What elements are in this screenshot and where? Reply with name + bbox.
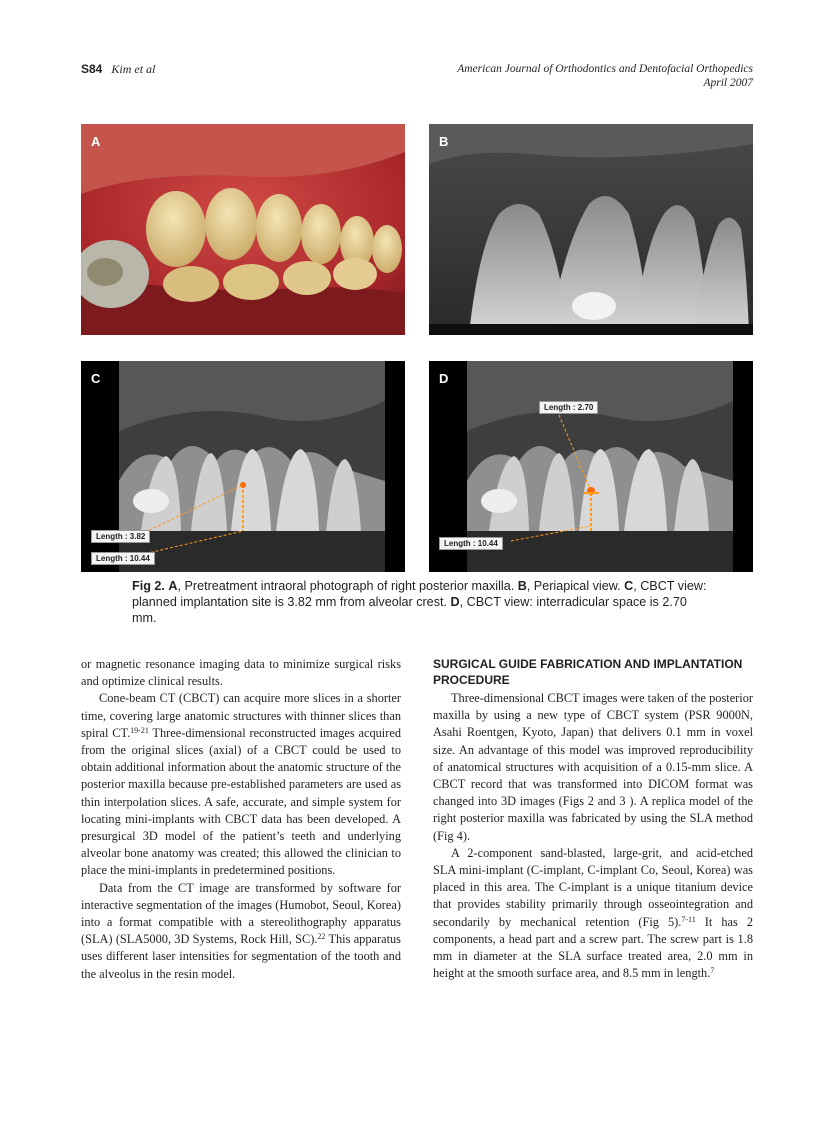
page-number: S84 [81,62,103,76]
figure-panel-d [429,361,753,572]
running-header-right [457,62,753,90]
figure-panel-b [429,124,753,335]
paragraph [81,880,401,983]
caption-c-text: , CBCT view: planned implantation site is 3.82 mm from alveolar crest. [132,579,707,609]
figure-panel-c [81,361,405,572]
caption-b-label: B [517,579,527,593]
citation-ref: 7-11 [681,914,696,924]
measurement-label-c1: Length : 3.82 [91,530,150,543]
paragraph-text: It has 2 components, a head part and a screw part. The screw part is 1.8 mm in diameter at the SLA surface treated area, 2.0 mm in height at the smooth surface area, and 8.5 mm in length. [433,914,753,981]
figure-panel-a [81,124,405,335]
section-heading: SURGICAL GUIDE FABRICATION AND IMPLANTATION PROCEDURE [433,657,743,687]
running-authors: Kim et al [111,62,156,76]
issue-date: April 2007 [703,77,753,89]
caption-b-text: , Periapical view. [526,579,621,593]
measurement-label-d2: Length : 10.44 [439,537,503,550]
citation-ref: 22 [317,932,326,942]
caption-c-label: C [624,579,634,593]
journal-title: American Journal of Orthodontics and Dentofacial Orthopedics [457,63,753,75]
caption-d-text: , CBCT view: interradicular space is 2.70 mm. [132,595,687,625]
caption-a-label: A [168,579,178,593]
measurement-label-d1: Length : 2.70 [539,401,598,414]
periapical-radiograph [429,124,753,335]
panel-label-b: B [439,134,449,149]
body-column-left [81,656,401,983]
panel-label-c: C [91,371,101,386]
running-header-left [81,62,155,77]
paragraph: Three-dimensional CBCT images were taken of the posterior maxilla by using a new type of CBCT system (PSR 9000N, Asahi Roentgen, Kyoto, Japan) that delivers 0.1 mm in voxel size. An advantage of this model was improved reproducibility of anatomical structures with acquisition of a 0.15-mm slice. A CBCT record that was transformed into DICOM format was changed into 3D images (Figs 2 and 3 ). A replica model of the right posterior maxilla was fabricated by using the SLA method (Fig 4). [433,691,753,843]
paragraph-text: This apparatus uses different laser intensities for segmentation of the tooth and the alveolus in the resin model. [81,932,401,981]
paragraph-text: Three-dimensional reconstructed images acquired from the original slices (axial) of a CBCT could be used to obtain additional information about the anatomic structure of the posterior maxilla because pre-established parameters are used as thin interpolation slices. A safe, accurate, and simple system for locating mini-implants with CBCT data has been developed. A presurgical 3D model of the patient’s teeth and underlying alveolar bone anatomy was created; this allowed the clinician to place the mini-implants in predetermined positions. [81,725,401,878]
paragraph-text: Data from the CT image are transformed by software for interactive segmentation of the images (Humobot, Seoul, Korea) into a format compatible with a stereolithography apparatus (SLA) (SLA5000, 3D Systems, Rock Hill, SC). [81,880,401,947]
caption-d-label: D [450,595,460,609]
caption-a-text: , Pretreatment intraoral photograph of right posterior maxilla. [177,579,515,593]
paragraph [81,690,401,879]
measurement-label-c2: Length : 10.44 [91,552,155,565]
paragraph [433,845,753,983]
intraoral-photo [81,124,405,335]
panel-label-d: D [439,371,449,386]
panel-label-a: A [91,134,101,149]
figure-caption [132,578,712,626]
citation-ref: 7 [710,966,715,976]
citation-ref: 19-21 [130,725,149,735]
paragraph-text: Cone-beam CT (CBCT) can acquire more slices in a shorter time, covering large anatomic structures with thinner slices than spiral CT. [81,691,401,740]
paragraph: or magnetic resonance imaging data to minimize surgical risks and optimize clinical results. [81,657,401,689]
paragraph-text: A 2-component sand-blasted, large-grit, and acid-etched SLA mini-implant (C-implant, C-implant Co, Seoul, Korea) was placed in this area. The C-implant is a unique titanium device that provides stability primarily through osseointegration and secondarily by mechanical retention (Fig 5). [433,845,753,929]
caption-fig-label: Fig 2. [132,579,165,593]
body-column-right [433,656,753,982]
